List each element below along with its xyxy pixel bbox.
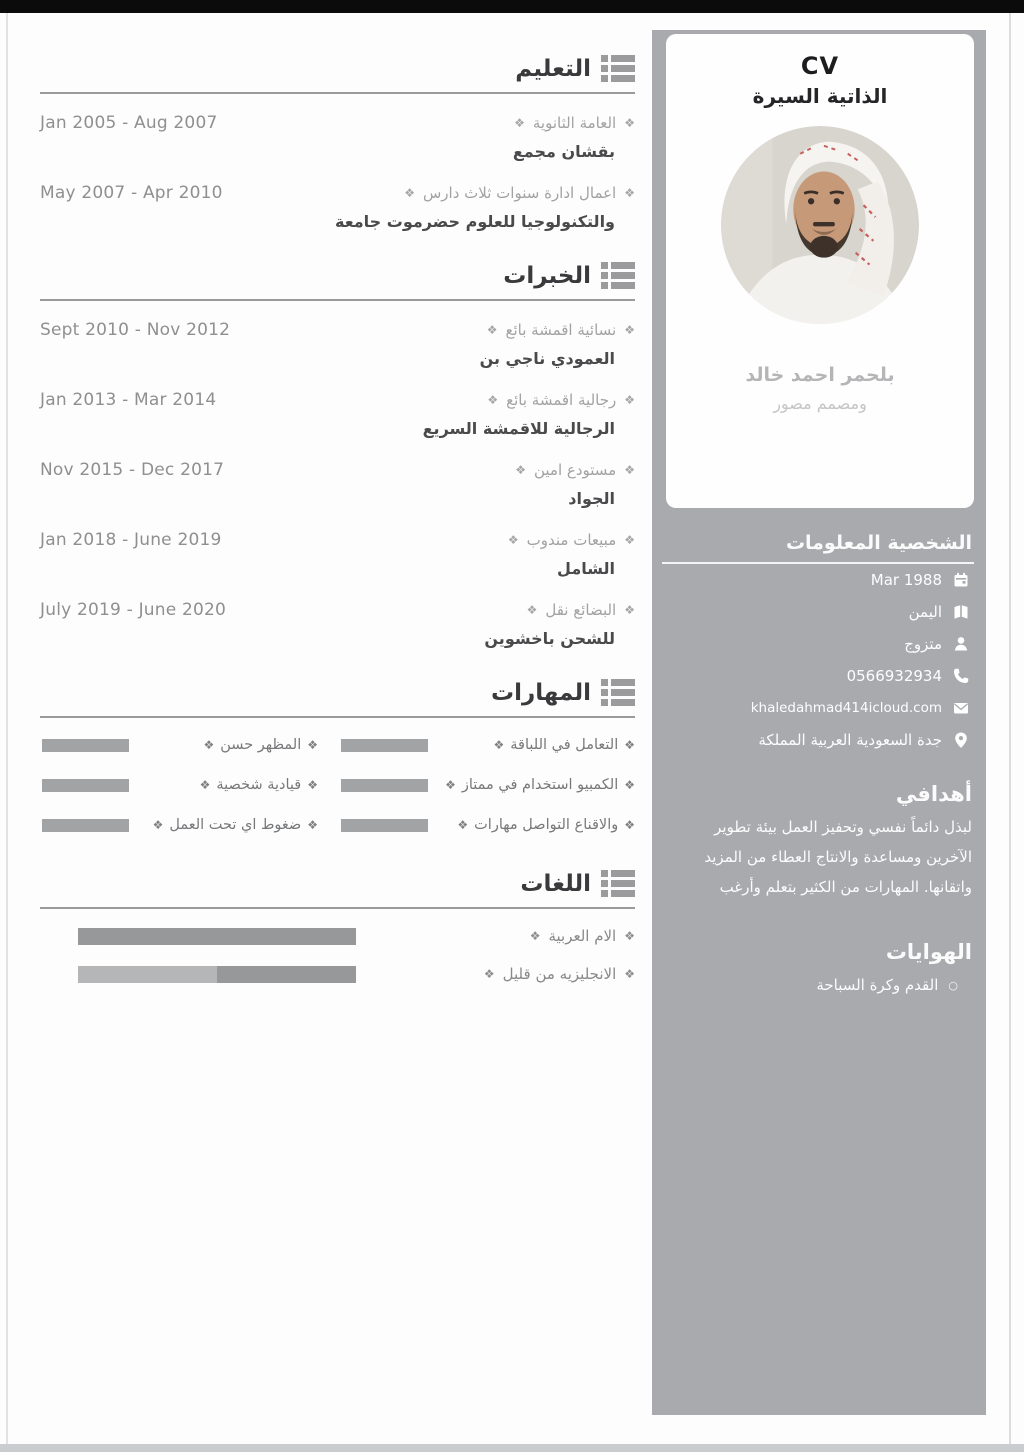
info-row-address xyxy=(652,724,986,756)
info-row-phone xyxy=(652,660,986,692)
skill-bar xyxy=(42,819,129,832)
info-row-email xyxy=(652,692,986,724)
diamond-bullet-icon: ❖ xyxy=(624,323,635,337)
skill-item xyxy=(40,737,332,753)
date-range: May 2007 - Apr 2010 xyxy=(40,183,223,203)
diamond-bullet-icon: ❖ xyxy=(624,393,635,407)
section-header-skills xyxy=(40,679,635,718)
objectives-title: أهدافي xyxy=(895,782,972,806)
hobby-item xyxy=(652,976,986,994)
scan-top-edge xyxy=(0,0,1024,13)
objectives-line: الآخرين ومساعدة والانتاج العطاء من المزيد xyxy=(704,848,972,866)
employer-name: العمودي ناجي بن xyxy=(479,349,615,368)
profile-card xyxy=(666,34,974,508)
diamond-bullet-icon: ❖ xyxy=(515,463,526,477)
skill-label: التعامل في اللباقة xyxy=(510,737,619,753)
birthdate-value: Mar 1988 xyxy=(870,571,942,589)
nationality-value: اليمن xyxy=(908,603,942,621)
circle-bullet-icon: ○ xyxy=(948,978,958,992)
person-name: بلحمر احمد خالد xyxy=(745,364,895,386)
phone-value: 0566932934 xyxy=(846,667,942,685)
experience-entry xyxy=(40,317,635,373)
calendar-icon xyxy=(952,571,970,589)
skills-grid xyxy=(40,732,635,838)
diamond-bullet-icon: ❖ xyxy=(152,818,164,832)
experience-entry xyxy=(40,527,635,583)
education-entry xyxy=(40,180,635,236)
diamond-bullet-icon: ❖ xyxy=(529,929,541,943)
objectives-line: لبذل دائماً نفسي وتحفيز العمل بيئة تطوير xyxy=(714,818,972,836)
language-bar xyxy=(78,966,356,983)
skill-label: المظهر حسن xyxy=(220,737,302,753)
languages-list xyxy=(40,925,635,985)
language-item xyxy=(40,925,635,947)
diamond-bullet-icon: ❖ xyxy=(624,533,635,547)
diamond-bullet-icon: ❖ xyxy=(507,533,519,547)
skill-bar xyxy=(341,779,428,792)
skill-bar xyxy=(42,739,129,752)
list-icon xyxy=(601,55,635,82)
diamond-bullet-icon: ❖ xyxy=(624,738,635,752)
list-icon xyxy=(601,262,635,289)
diamond-bullet-icon: ❖ xyxy=(624,116,635,130)
scan-bottom-edge xyxy=(0,1444,1024,1452)
skill-bar xyxy=(341,819,428,832)
diamond-bullet-icon: ❖ xyxy=(307,818,318,832)
hobby-label: القدم وكرة السباحة xyxy=(816,976,939,994)
job-title: ومصمم مصور xyxy=(773,394,867,413)
language-bar xyxy=(78,928,356,945)
skill-item xyxy=(335,737,635,753)
skill-label: قيادية شخصية xyxy=(216,777,302,793)
job-role: مستودع امين xyxy=(533,461,617,479)
diamond-bullet-icon: ❖ xyxy=(199,778,211,792)
job-role: نسائية اقمشة بائع xyxy=(505,321,617,339)
skill-item xyxy=(40,817,332,833)
skill-label: الكمبيو استخدام في ممتاز xyxy=(461,777,619,793)
diamond-bullet-icon: ❖ xyxy=(624,603,635,617)
diamond-bullet-icon: ❖ xyxy=(624,818,635,832)
hobbies-title: الهوايات xyxy=(885,940,972,964)
diamond-bullet-icon: ❖ xyxy=(624,967,635,981)
skill-label: ضغوط اي تحت العمل xyxy=(169,817,302,833)
language-fill xyxy=(217,966,356,983)
education-title: التعليم xyxy=(515,55,591,82)
date-range: Sept 2010 - Nov 2012 xyxy=(40,320,231,340)
pin-icon xyxy=(952,731,970,749)
skill-label: والاقناع التواصل مهارات xyxy=(474,817,619,833)
skill-bar xyxy=(42,779,129,792)
envelope-icon xyxy=(952,699,970,717)
diamond-bullet-icon: ❖ xyxy=(514,116,525,130)
experience-title: الخبرات xyxy=(503,262,591,289)
date-range: July 2019 - June 2020 xyxy=(40,600,227,620)
date-range: Jan 2018 - June 2019 xyxy=(40,530,222,550)
skill-item xyxy=(40,777,332,793)
employer-name: الرجالية للاقمشة السريع xyxy=(422,419,615,438)
employer-name: الجواد xyxy=(568,489,615,508)
institution-name: والتكنولوجيا للعلوم حضرموت جامعة xyxy=(335,212,615,231)
job-role: البضائع نقل xyxy=(545,601,617,619)
languages-title: اللغات xyxy=(520,870,591,897)
diamond-bullet-icon: ❖ xyxy=(203,738,215,752)
education-entry xyxy=(40,110,635,166)
job-role: رجالية اقمشة بائع xyxy=(506,391,617,409)
degree-title: العامة الثانوية xyxy=(532,114,617,132)
diamond-bullet-icon: ❖ xyxy=(483,967,495,981)
employer-name: الشامل xyxy=(557,559,615,578)
profile-photo xyxy=(721,126,919,324)
language-fill xyxy=(78,928,356,945)
diamond-bullet-icon: ❖ xyxy=(624,778,635,792)
phone-icon xyxy=(952,667,970,685)
diamond-bullet-icon: ❖ xyxy=(486,323,498,337)
skills-title: المهارات xyxy=(491,679,591,706)
diamond-bullet-icon: ❖ xyxy=(493,738,505,752)
cv-label: CV xyxy=(800,52,840,80)
experience-entries xyxy=(40,301,635,653)
experience-entry xyxy=(40,457,635,513)
experience-entry xyxy=(40,387,635,443)
personal-info-title: الشخصية المعلومات xyxy=(662,532,974,564)
book-icon xyxy=(952,603,970,621)
institution-name: بقشان مجمع xyxy=(512,142,615,161)
email-value: khaledahmad414icloud.com xyxy=(750,700,942,716)
language-label: الانجليزيه من قليل xyxy=(502,965,617,983)
marital-status-value: متزوج xyxy=(904,635,942,653)
skill-item xyxy=(335,817,635,833)
date-range: Nov 2015 - Dec 2017 xyxy=(40,460,225,480)
info-row-nationality xyxy=(652,596,986,628)
list-icon xyxy=(601,679,635,706)
date-range: Jan 2013 - Mar 2014 xyxy=(40,390,217,410)
address-value: جدة السعودية العربية المملكة xyxy=(758,731,942,749)
person-icon xyxy=(952,635,970,653)
list-icon xyxy=(601,870,635,897)
diamond-bullet-icon: ❖ xyxy=(487,393,499,407)
diamond-bullet-icon: ❖ xyxy=(307,738,318,752)
diamond-bullet-icon: ❖ xyxy=(624,463,635,477)
section-header-education xyxy=(40,55,635,94)
skill-bar xyxy=(341,739,428,752)
main-column xyxy=(40,13,635,985)
objectives-paragraph xyxy=(652,812,986,902)
employer-name: للشحن باخشوين xyxy=(484,629,615,648)
experience-entry xyxy=(40,597,635,653)
education-entries xyxy=(40,94,635,236)
diamond-bullet-icon: ❖ xyxy=(526,603,538,617)
section-header-languages xyxy=(40,870,635,909)
scan-right-edge xyxy=(1009,13,1011,1444)
diamond-bullet-icon: ❖ xyxy=(307,778,318,792)
language-item xyxy=(40,963,635,985)
diamond-bullet-icon: ❖ xyxy=(624,186,635,200)
section-header-experience xyxy=(40,262,635,301)
language-label: الام العربية xyxy=(548,927,617,945)
degree-title: اعمال ادارة سنوات ثلاث دارس xyxy=(423,184,617,202)
sidebar xyxy=(652,30,986,1415)
diamond-bullet-icon: ❖ xyxy=(404,186,415,200)
diamond-bullet-icon: ❖ xyxy=(457,818,469,832)
cv-subtitle: الذاتية السيرة xyxy=(752,84,888,108)
objectives-line: واتقانها. المهارات من الكثير بتعلم وأرغب xyxy=(719,878,972,896)
scan-left-edge xyxy=(6,13,8,1444)
diamond-bullet-icon: ❖ xyxy=(624,929,635,943)
skill-item xyxy=(335,777,635,793)
info-row-marital-status xyxy=(652,628,986,660)
info-row-birthdate xyxy=(652,564,986,596)
job-role: مبيعات مندوب xyxy=(526,531,617,549)
diamond-bullet-icon: ❖ xyxy=(445,778,456,792)
date-range: Jan 2005 - Aug 2007 xyxy=(40,113,218,133)
